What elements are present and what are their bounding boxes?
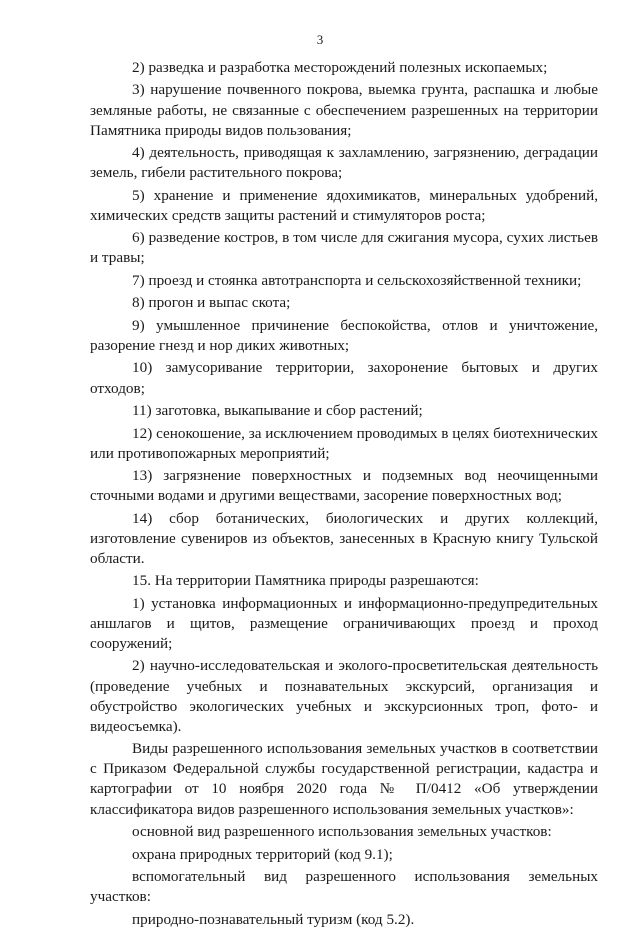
paragraph-item-2: 2) разведка и разработка месторождений полезных ископаемых; bbox=[132, 59, 548, 76]
paragraph-item-9: 9) умышленное причинение беспокойства, отлов и уничтожение, разорение гнезд и нор диких животных; bbox=[90, 316, 598, 354]
land-use-auxiliary-type-label: вспомогательный вид разрешенного использования земельных участков: bbox=[90, 867, 598, 906]
paragraph-item-14: 14) сбор ботанических, биологических и других коллекций, изготовление сувениров из объектов, занесенных в Красную книгу Тульской области. bbox=[90, 509, 598, 567]
page-number: 3 bbox=[316, 32, 324, 47]
paragraph-item-5: 5) хранение и применение ядохимикатов, минеральных удобрений, химических средств защиты растений и стимуляторов роста; bbox=[90, 186, 598, 224]
section-15-heading: 15. На территории Памятника природы разрешаются: bbox=[132, 572, 479, 590]
allowed-item-1: 1) установка информационных и информационно-предупредительных аншлагов и щитов, размещение ограничивающих проезд и проход сооружений; bbox=[90, 594, 598, 652]
land-use-intro: Виды разрешенного использования земельных участков в соответствии с Приказом Федеральной службы государственной регистрации, кадастра и картографии от 10 ноября 2020 года № П/0412 «Об утверждении классификатора видов разрешенного использования земельных участков»: bbox=[90, 740, 598, 818]
paragraph-item-10: 10) замусоривание территории, захоронение бытовых и других отходов; bbox=[90, 359, 598, 397]
document-body bbox=[90, 58, 598, 932]
land-use-main-type-label: основной вид разрешенного использования земельных участков: bbox=[132, 823, 552, 841]
paragraph-item-11: 11) заготовка, выкапывание и сбор растений; bbox=[132, 402, 423, 420]
allowed-item-2: 2) научно-исследовательская и эколого-просветительская деятельность (проведение учебных и познавательных экскурсий, организация и обустройство экологических учебных и экскурсионных троп, фото- и видеосъемка). bbox=[90, 657, 598, 735]
paragraph-item-13: 13) загрязнение поверхностных и подземных вод неочищенными сточными водами и другими веществами, засорение поверхностных вод; bbox=[90, 467, 598, 505]
paragraph-item-8: 8) прогон и выпас скота; bbox=[132, 294, 291, 312]
paragraph-item-7: 7) проезд и стоянка автотранспорта и сельскохозяйственной техники; bbox=[132, 271, 582, 289]
paragraph-item-4: 4) деятельность, приводящая к захламлению, загрязнению, деградации земель, гибели растительного покрова; bbox=[90, 144, 598, 182]
paragraph-item-6: 6) разведение костров, в том числе для сжигания мусора, сухих листьев и травы; bbox=[90, 229, 598, 267]
land-use-main-type-value: охрана природных территорий (код 9.1); bbox=[132, 845, 393, 863]
paragraph-item-3: 3) нарушение почвенного покрова, выемка грунта, распашка и любые земляные работы, не связанные с обеспечением разрешенных на территории Памятника природы видов пользования; bbox=[90, 81, 598, 139]
land-use-auxiliary-type-value: природно-познавательный туризм (код 5.2). bbox=[132, 910, 415, 928]
paragraph-item-12: 12) сенокошение, за исключением проводимых в целях биотехнических или противопожарных мероприятий; bbox=[90, 424, 598, 462]
